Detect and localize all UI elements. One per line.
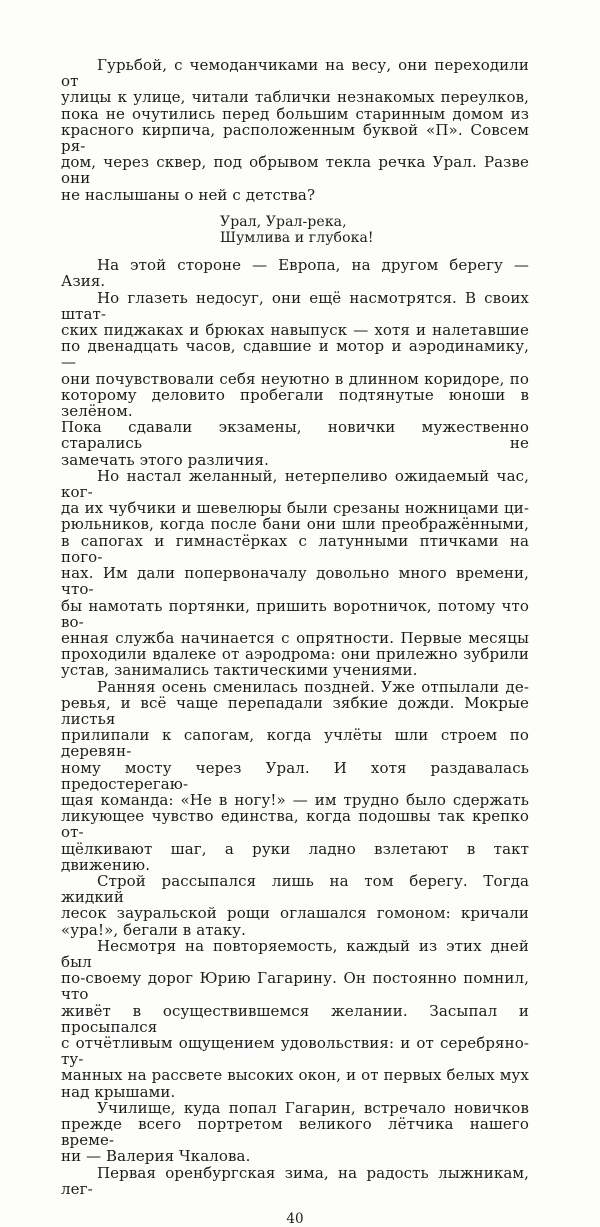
paragraph xyxy=(61,57,529,203)
text-line: ни — Валерия Чкалова. xyxy=(61,1147,251,1166)
text-line: ских пиджаках и брюках навыпуск — хотя и налетавшие xyxy=(61,321,529,340)
text-line: Училище, куда попал Гагарин, встречало новичков xyxy=(97,1098,529,1117)
text-line: Пока сдавали экзамены, новички мужественно старались не xyxy=(61,418,529,453)
text-line: да их чубчики и шевелюры были срезаны ножницами ци- xyxy=(61,499,529,518)
paragraph xyxy=(61,1100,529,1165)
paragraph xyxy=(61,679,529,873)
text-line: На этой стороне — Европа, на другом берегу — Азия. xyxy=(61,256,529,291)
text-line: с отчётливым ощущением удовольствия: и от серебряно-ту- xyxy=(61,1033,529,1069)
text-line: нах. Им дали попервоначалу довольно много времени, что- xyxy=(61,564,529,599)
text-line: они почувствовали себя неуютно в длинном коридоре, по xyxy=(61,369,529,388)
text-line: ному мосту через Урал. И хотя раздавалась предостерегаю- xyxy=(61,758,529,793)
text-line: замечать этого различия. xyxy=(61,450,269,469)
text-line: Ранняя осень сменилась поздней. Уже отпылали де- xyxy=(97,677,529,696)
text-line: щая команда: «Не в ногу!» — им трудно было сдержать xyxy=(61,790,529,809)
paragraph xyxy=(61,938,529,1100)
text-line: проходили вдалеке от аэродрома: они прилежно зубрили xyxy=(61,645,529,664)
text-line: устав, занимались тактическими учениями. xyxy=(61,661,418,680)
text-line: над крышами. xyxy=(61,1082,176,1101)
text-line: Гурьбой, с чемоданчиками на весу, они переходили от xyxy=(61,56,529,91)
text-line: в сапогах и гимнастёрках с латунными птичками на пого- xyxy=(61,531,529,566)
text-line: прилипали к сапогам, когда учлёты шли строем по деревян- xyxy=(61,726,529,761)
paragraph xyxy=(61,257,529,289)
text-line: прежде всего портретом великого лётчика нашего време- xyxy=(61,1115,529,1150)
text-line: ревья, и всё чаще перепадали зябкие дожди. Мокрые листья xyxy=(61,693,529,728)
paragraph xyxy=(61,873,529,938)
text-line: бы намотать портянки, пришить воротничок, потому что во- xyxy=(61,596,529,631)
text-line: по-своему дорог Юрию Гагарину. Он постоянно помнил, что xyxy=(61,969,529,1004)
text-line: живёт в осуществившемся желании. Засыпал и просыпался xyxy=(61,1001,529,1036)
text-line: Строй рассыпался лишь на том берегу. Тогда жидкий xyxy=(61,871,529,907)
text-line: ликующее чувство единства, когда подошвы так крепко от- xyxy=(61,807,529,842)
text-line: дом, через сквер, под обрывом текла речка Урал. Разве они xyxy=(61,153,529,188)
text-line: Но глазеть недосуг, они ещё насмотрятся. В своих штат- xyxy=(61,288,529,323)
text-line: енная служба начинается с опрятности. Первые месяцы xyxy=(61,628,529,647)
text-line: щёлкивают шаг, а руки ладно взлетают в такт движению. xyxy=(61,839,529,874)
text-line: по двенадцать часов, сдавшие и мотор и аэродинамику, — xyxy=(61,337,529,372)
text-line: улицы к улице, читали таблички незнакомых переулков, xyxy=(61,88,529,107)
text-line: Несмотря на повторяемость, каждый из этих дней был xyxy=(61,936,529,971)
text-line: «ура!», бегали в атаку. xyxy=(61,920,246,939)
text-line: манных на рассвете высоких окон, и от первых белых мух xyxy=(61,1066,529,1085)
text-line: Первая оренбургская зима, на радость лыжникам, лег- xyxy=(61,1163,529,1198)
text-line: лесок зауральской рощи оглашался гомоном: кричали xyxy=(61,904,529,923)
verse-line: Урал, Урал-река, xyxy=(220,213,347,230)
text-line: пока не очутились перед большим старинным домом из xyxy=(61,104,529,123)
paragraph xyxy=(61,468,529,679)
text-line: Но настал желанный, нетерпеливо ожидаемый час, ког- xyxy=(61,466,529,502)
page-number: 40 xyxy=(286,1211,304,1227)
text-block xyxy=(61,57,529,1227)
text-line: рюльников, когда после бани они шли преображёнными, xyxy=(61,515,529,534)
text-line: которому деловито пробегали подтянутые юноши в зелёном. xyxy=(61,385,529,421)
verse-block xyxy=(220,214,529,246)
text-line: красного кирпича, расположенным буквой «П». Совсем ря- xyxy=(61,120,529,156)
paragraph xyxy=(61,290,529,468)
text-line: не наслышаны о ней с детства? xyxy=(61,185,316,204)
paragraph xyxy=(61,1165,529,1197)
verse-line: Шумлива и глубока! xyxy=(220,230,374,247)
